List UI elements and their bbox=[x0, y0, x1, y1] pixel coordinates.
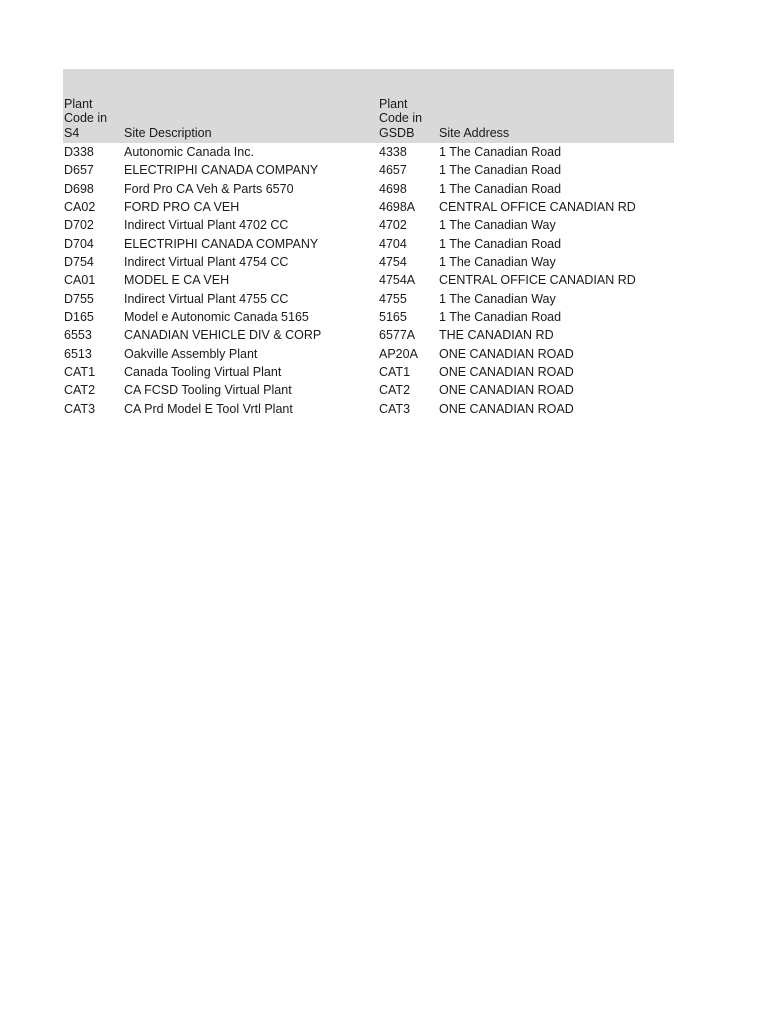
cell-site-description: Indirect Virtual Plant 4702 CC bbox=[124, 218, 289, 233]
cell-site-description: FORD PRO CA VEH bbox=[124, 200, 240, 215]
cell-s4-code: D702 bbox=[64, 218, 94, 233]
header-gsdb-code: Plant Code in GSDB bbox=[379, 96, 423, 140]
cell-gsdb-code: CAT2 bbox=[379, 383, 411, 398]
table-row bbox=[63, 271, 674, 289]
header-site-address: Site Address bbox=[439, 125, 510, 140]
cell-s4-code: D704 bbox=[64, 236, 94, 251]
cell-s4-code: D338 bbox=[64, 145, 94, 159]
cell-s4-code: D698 bbox=[64, 181, 94, 196]
cell-s4-code: CA02 bbox=[64, 200, 96, 215]
cell-site-description: CA FCSD Tooling Virtual Plant bbox=[124, 383, 292, 398]
cell-site-address: ONE CANADIAN ROAD bbox=[439, 346, 574, 361]
cell-site-address: 1 The Canadian Road bbox=[439, 310, 562, 325]
cell-gsdb-code: AP20A bbox=[379, 346, 418, 361]
cell-site-description: Indirect Virtual Plant 4755 CC bbox=[124, 291, 289, 306]
cell-site-address: THE CANADIAN RD bbox=[439, 328, 554, 343]
table-row bbox=[63, 326, 674, 344]
cell-site-address: 1 The Canadian Road bbox=[439, 145, 562, 159]
header-s4-code: Plant Code in S4 bbox=[64, 96, 108, 140]
cell-site-address: 1 The Canadian Road bbox=[439, 163, 562, 178]
cell-site-address: 1 The Canadian Road bbox=[439, 236, 562, 251]
table-row bbox=[63, 345, 674, 363]
table-row bbox=[63, 180, 674, 198]
cell-gsdb-code: CAT1 bbox=[379, 365, 411, 380]
cell-site-address: CENTRAL OFFICE CANADIAN RD bbox=[439, 200, 636, 215]
cell-site-address: 1 The Canadian Road bbox=[439, 181, 562, 196]
cell-site-address: 1 The Canadian Way bbox=[439, 218, 556, 233]
table-row bbox=[63, 290, 674, 308]
cell-site-address: ONE CANADIAN ROAD bbox=[439, 365, 574, 380]
cell-gsdb-code: 4698A bbox=[379, 200, 416, 215]
cell-gsdb-code: 4754A bbox=[379, 273, 416, 288]
cell-site-description: Oakville Assembly Plant bbox=[124, 346, 258, 361]
table-row bbox=[63, 198, 674, 216]
table-row bbox=[63, 216, 674, 234]
cell-gsdb-code: 6577A bbox=[379, 328, 416, 343]
cell-gsdb-code: 4704 bbox=[379, 236, 407, 251]
cell-gsdb-code: 4702 bbox=[379, 218, 407, 233]
cell-gsdb-code: 4657 bbox=[379, 163, 407, 178]
cell-s4-code: D755 bbox=[64, 291, 94, 306]
cell-gsdb-code: 4754 bbox=[379, 255, 407, 270]
cell-s4-code: CAT2 bbox=[64, 383, 96, 398]
cell-s4-code: 6513 bbox=[64, 346, 92, 361]
cell-site-address: ONE CANADIAN ROAD bbox=[439, 383, 574, 398]
cell-s4-code: CAT3 bbox=[64, 401, 96, 416]
cell-site-description: ELECTRIPHI CANADA COMPANY bbox=[124, 163, 319, 178]
cell-s4-code: CA01 bbox=[64, 273, 96, 288]
header-site-description: Site Description bbox=[124, 125, 212, 140]
cell-site-address: CENTRAL OFFICE CANADIAN RD bbox=[439, 273, 636, 288]
cell-s4-code: CAT1 bbox=[64, 365, 96, 380]
table-row bbox=[63, 143, 674, 161]
cell-gsdb-code: 5165 bbox=[379, 310, 407, 325]
table-row bbox=[63, 363, 674, 381]
cell-site-address: 1 The Canadian Way bbox=[439, 291, 556, 306]
cell-site-description: Canada Tooling Virtual Plant bbox=[124, 365, 282, 380]
cell-site-description: Ford Pro CA Veh & Parts 6570 bbox=[124, 181, 294, 196]
cell-site-address: ONE CANADIAN ROAD bbox=[439, 401, 574, 416]
cell-site-description: Indirect Virtual Plant 4754 CC bbox=[124, 255, 289, 270]
table-row bbox=[63, 253, 674, 271]
cell-gsdb-code: 4338 bbox=[379, 145, 407, 159]
cell-gsdb-code: CAT3 bbox=[379, 401, 411, 416]
cell-s4-code: D657 bbox=[64, 163, 94, 178]
cell-s4-code: D754 bbox=[64, 255, 94, 270]
cell-site-description: CANADIAN VEHICLE DIV & CORP bbox=[124, 328, 322, 343]
table-row bbox=[63, 235, 674, 253]
table-row bbox=[63, 381, 674, 399]
table-row bbox=[63, 400, 674, 418]
cell-site-description: CA Prd Model E Tool Vrtl Plant bbox=[124, 401, 293, 416]
plant-code-table bbox=[63, 69, 674, 418]
cell-gsdb-code: 4755 bbox=[379, 291, 407, 306]
cell-site-description: ELECTRIPHI CANADA COMPANY bbox=[124, 236, 319, 251]
cell-s4-code: 6553 bbox=[64, 328, 92, 343]
table-row bbox=[63, 161, 674, 179]
cell-site-description: Model e Autonomic Canada 5165 bbox=[124, 310, 309, 325]
table-row bbox=[63, 308, 674, 326]
cell-s4-code: D165 bbox=[64, 310, 94, 325]
table-header bbox=[63, 69, 674, 143]
cell-gsdb-code: 4698 bbox=[379, 181, 407, 196]
table-body bbox=[63, 143, 674, 418]
cell-site-description: Autonomic Canada Inc. bbox=[124, 145, 254, 159]
cell-site-address: 1 The Canadian Way bbox=[439, 255, 556, 270]
cell-site-description: MODEL E CA VEH bbox=[124, 273, 230, 288]
